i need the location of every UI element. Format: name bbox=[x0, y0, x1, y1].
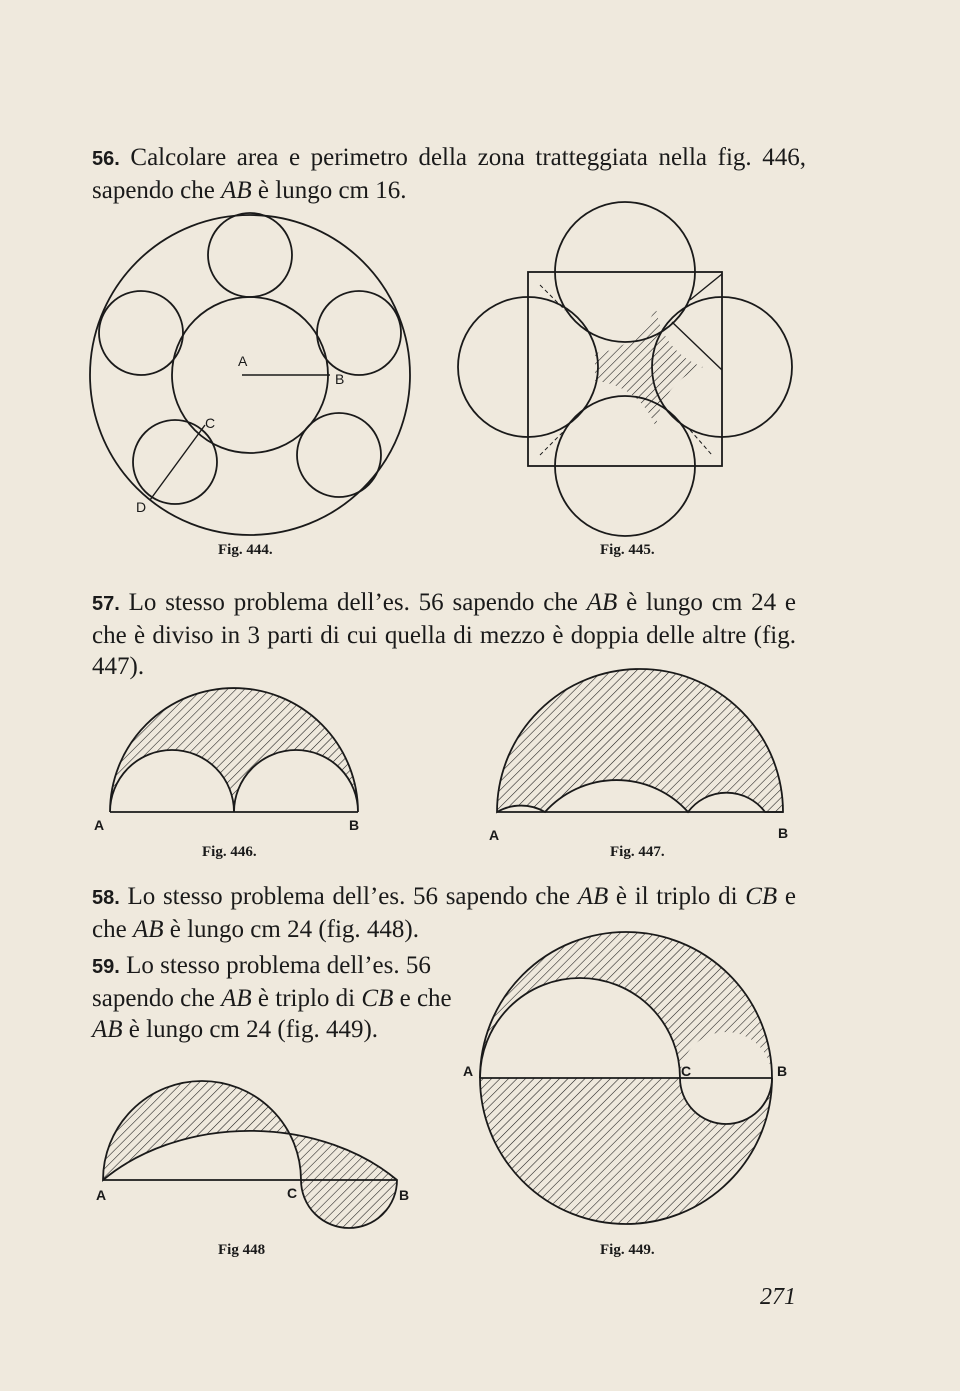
label-A: A bbox=[94, 817, 105, 833]
label-B: B bbox=[778, 825, 789, 841]
caption-fig-447: Fig. 447. bbox=[610, 844, 665, 860]
label-A: A bbox=[96, 1187, 107, 1203]
label-B: B bbox=[349, 817, 360, 833]
label-A: A bbox=[489, 827, 500, 843]
segment-label: CB bbox=[745, 883, 778, 910]
exercise-text: Calcolare area e perimetro della zona tratteggiata nella fig. 446, sapendo che bbox=[92, 144, 806, 204]
label-A: A bbox=[238, 353, 248, 369]
exercise-text: e che bbox=[393, 985, 452, 1012]
exercise-number: 59. bbox=[92, 956, 120, 978]
exercise-text: è il triplo di bbox=[608, 883, 746, 910]
figure-446 bbox=[94, 688, 359, 833]
caption-fig-446: Fig. 446. bbox=[202, 844, 257, 860]
segment-label: AB bbox=[586, 589, 618, 616]
segment-label: AB bbox=[577, 883, 609, 910]
label-B: B bbox=[399, 1187, 410, 1203]
caption-fig-449: Fig. 449. bbox=[600, 1242, 655, 1258]
exercise-text: Lo stesso problema dell’es. 56 sapendo che bbox=[128, 589, 587, 616]
page-number: 271 bbox=[760, 1284, 796, 1310]
caption-fig-448: Fig 448 bbox=[218, 1242, 266, 1258]
exercise-text: è lungo cm 24 e che è diviso in 3 parti di cui quella di mezzo è doppia delle altre (fig. 447). bbox=[92, 589, 796, 680]
exercise-text: Lo stesso problema dell’es. 56 sapendo che bbox=[92, 952, 431, 1012]
exercise-text: è lungo cm 24 (fig. 448). bbox=[163, 916, 420, 943]
label-C: C bbox=[681, 1063, 692, 1079]
caption-fig-444: Fig. 444. bbox=[218, 542, 273, 558]
exercise-number: 58. bbox=[92, 887, 120, 909]
exercise-text: è triplo di bbox=[251, 985, 362, 1012]
segment-label: CB bbox=[361, 985, 394, 1012]
caption-fig-445: Fig. 445. bbox=[600, 542, 655, 558]
figure-448 bbox=[96, 1081, 409, 1228]
segment-label: AB bbox=[132, 916, 164, 943]
label-A: A bbox=[463, 1063, 474, 1079]
label-C: C bbox=[205, 415, 216, 431]
segment-label: AB bbox=[221, 985, 252, 1012]
label-B: B bbox=[335, 371, 345, 387]
segment-label: AB bbox=[92, 1016, 123, 1043]
exercise-number: 57. bbox=[92, 593, 120, 615]
figure-444 bbox=[90, 213, 410, 535]
label-D: D bbox=[136, 499, 147, 515]
figure-445 bbox=[458, 202, 792, 536]
figure-449 bbox=[463, 932, 787, 1224]
exercise-text: è lungo cm 24 (fig. 449). bbox=[122, 1016, 379, 1043]
exercise-59 bbox=[92, 950, 452, 1045]
exercise-text: e che bbox=[92, 883, 796, 943]
segment-label: AB bbox=[221, 177, 252, 204]
exercise-number: 56. bbox=[92, 148, 120, 170]
figure-447 bbox=[489, 669, 788, 843]
label-C: C bbox=[287, 1185, 298, 1201]
exercise-text: è lungo cm 16. bbox=[251, 177, 407, 204]
exercise-text: Lo stesso problema dell’es. 56 sapendo che bbox=[127, 883, 578, 910]
exercise-58 bbox=[92, 881, 796, 945]
exercise-57 bbox=[92, 587, 796, 682]
label-B: B bbox=[777, 1063, 788, 1079]
